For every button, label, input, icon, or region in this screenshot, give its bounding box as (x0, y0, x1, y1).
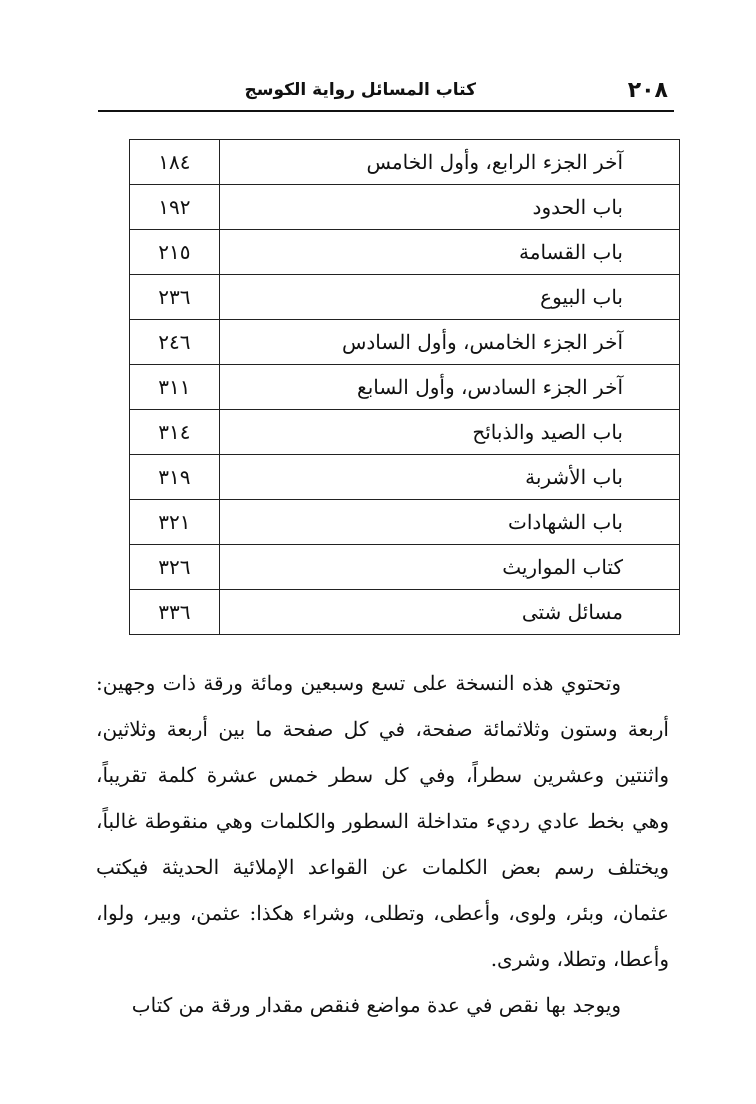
section-page: ٣١٤ (130, 410, 220, 455)
table-row (130, 545, 680, 590)
table-row (130, 410, 680, 455)
paragraph-manuscript-description: وتحتوي هذه النسخة على تسع وسبعين ومائة ورقة ذات وجهين: أربعة وستون وثلاثمائة صفحة، في كل صفحة ما بين أربعة وثلاثين، واثنتين وعشرين سطراً، وفي كل سطر خمس عشرة كلمة تقريباً، وهي بخط عادي رديء متداخلة السطور والكلمات وهي منقوطة غالباً، ويختلف رسم بعض الكلمات عن القواعد الإملائية الحديثة فيكتب عثمان، وبئر، ولوى، وأعطى، وتطلى، وشراء هكذا: عثمن، وبير، ولوا، وأعطا، وتطلا، وشرى. (96, 671, 669, 971)
section-title: باب الأشربة (219, 455, 679, 500)
table-row (130, 140, 680, 185)
section-title: آخر الجزء الخامس، وأول السادس (219, 320, 679, 365)
section-title: آخر الجزء الرابع، وأول الخامس (219, 140, 679, 185)
running-title: كتاب المسائل رواية الكوسج (244, 80, 476, 100)
section-title: كتاب المواريث (219, 545, 679, 590)
table-row (130, 590, 680, 635)
section-title: باب الشهادات (219, 500, 679, 545)
section-page: ١٨٤ (130, 140, 220, 185)
page-number: ٢٠٨ (627, 78, 668, 103)
table-row (130, 320, 680, 365)
section-page: ٣٣٦ (130, 590, 220, 635)
section-title: باب الصيد والذبائح (219, 410, 679, 455)
table-row (130, 185, 680, 230)
body-text (96, 660, 669, 1028)
section-page: ٢٤٦ (130, 320, 220, 365)
paragraph-missing-parts: ويوجد بها نقص في عدة مواضع فنقص مقدار ورقة من كتاب (131, 993, 621, 1017)
section-page: ٣٢١ (130, 500, 220, 545)
table-row (130, 275, 680, 320)
section-title: باب البيوع (219, 275, 679, 320)
section-title: باب الحدود (219, 185, 679, 230)
section-page: ١٩٢ (130, 185, 220, 230)
section-page: ٣١٩ (130, 455, 220, 500)
section-title: آخر الجزء السادس، وأول السابع (219, 365, 679, 410)
section-page: ٣١١ (130, 365, 220, 410)
section-page: ٢١٥ (130, 230, 220, 275)
table-row (130, 230, 680, 275)
section-page: ٣٢٦ (130, 545, 220, 590)
section-title: باب القسامة (219, 230, 679, 275)
table-row (130, 365, 680, 410)
section-page: ٢٣٦ (130, 275, 220, 320)
page-header (98, 70, 674, 112)
contents-table (129, 139, 680, 635)
table-row (130, 455, 680, 500)
table-row (130, 500, 680, 545)
section-title: مسائل شتى (219, 590, 679, 635)
